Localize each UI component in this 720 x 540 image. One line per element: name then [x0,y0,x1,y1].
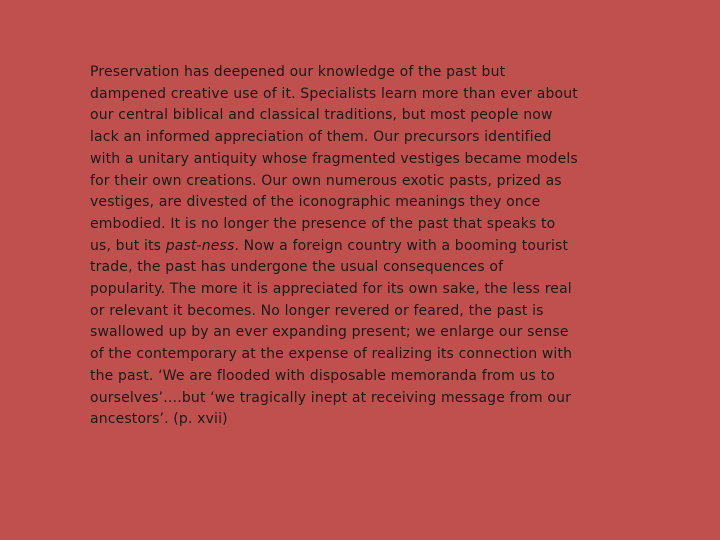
quote-line: lack an informed appreciation of them. Our precursors identified [90,129,552,146]
quote-line-with-italic [90,236,610,258]
quote-line: popularity. The more it is appreciated for its own sake, the less real [90,281,572,298]
quote-line: for their own creations. Our own numerous exotic pasts, prized as [90,172,562,189]
quote-line: or relevant it becomes. No longer revered or feared, the past is [90,302,544,319]
quote-line: trade, the past has undergone the usual consequences of [90,259,504,276]
quote-line-segment: us, but its [90,237,166,254]
quote-line: embodied. It is no longer the presence of the past that speaks to [90,215,556,232]
quote-line: Preservation has deepened our knowledge of the past but [90,64,506,80]
quote-line: ancestors’. (p. xvii) [90,411,228,428]
quote-line: the past. ‘We are flooded with disposable memoranda from us to [90,367,555,384]
quote-line: dampened creative use of it. Specialists learn more than ever about [90,85,578,102]
quote-line: with a unitary antiquity whose fragmented vestiges became models [90,150,578,167]
italic-term: past-ness [165,237,235,254]
quote-line: our central biblical and classical traditions, but most people now [90,107,553,124]
quote-line: swallowed up by an ever expanding present; we enlarge our sense [90,324,569,341]
quote-line: vestiges, are divested of the iconographic meanings they once [90,194,541,211]
quote-line: ourselves’….but ‘we tragically inept at receiving message from our [90,389,571,406]
quote-line: of the contemporary at the expense of realizing its connection with [90,346,573,363]
quote-text-block [90,62,610,431]
quote-line-segment: . Now a foreign country with a booming tourist [234,237,569,254]
